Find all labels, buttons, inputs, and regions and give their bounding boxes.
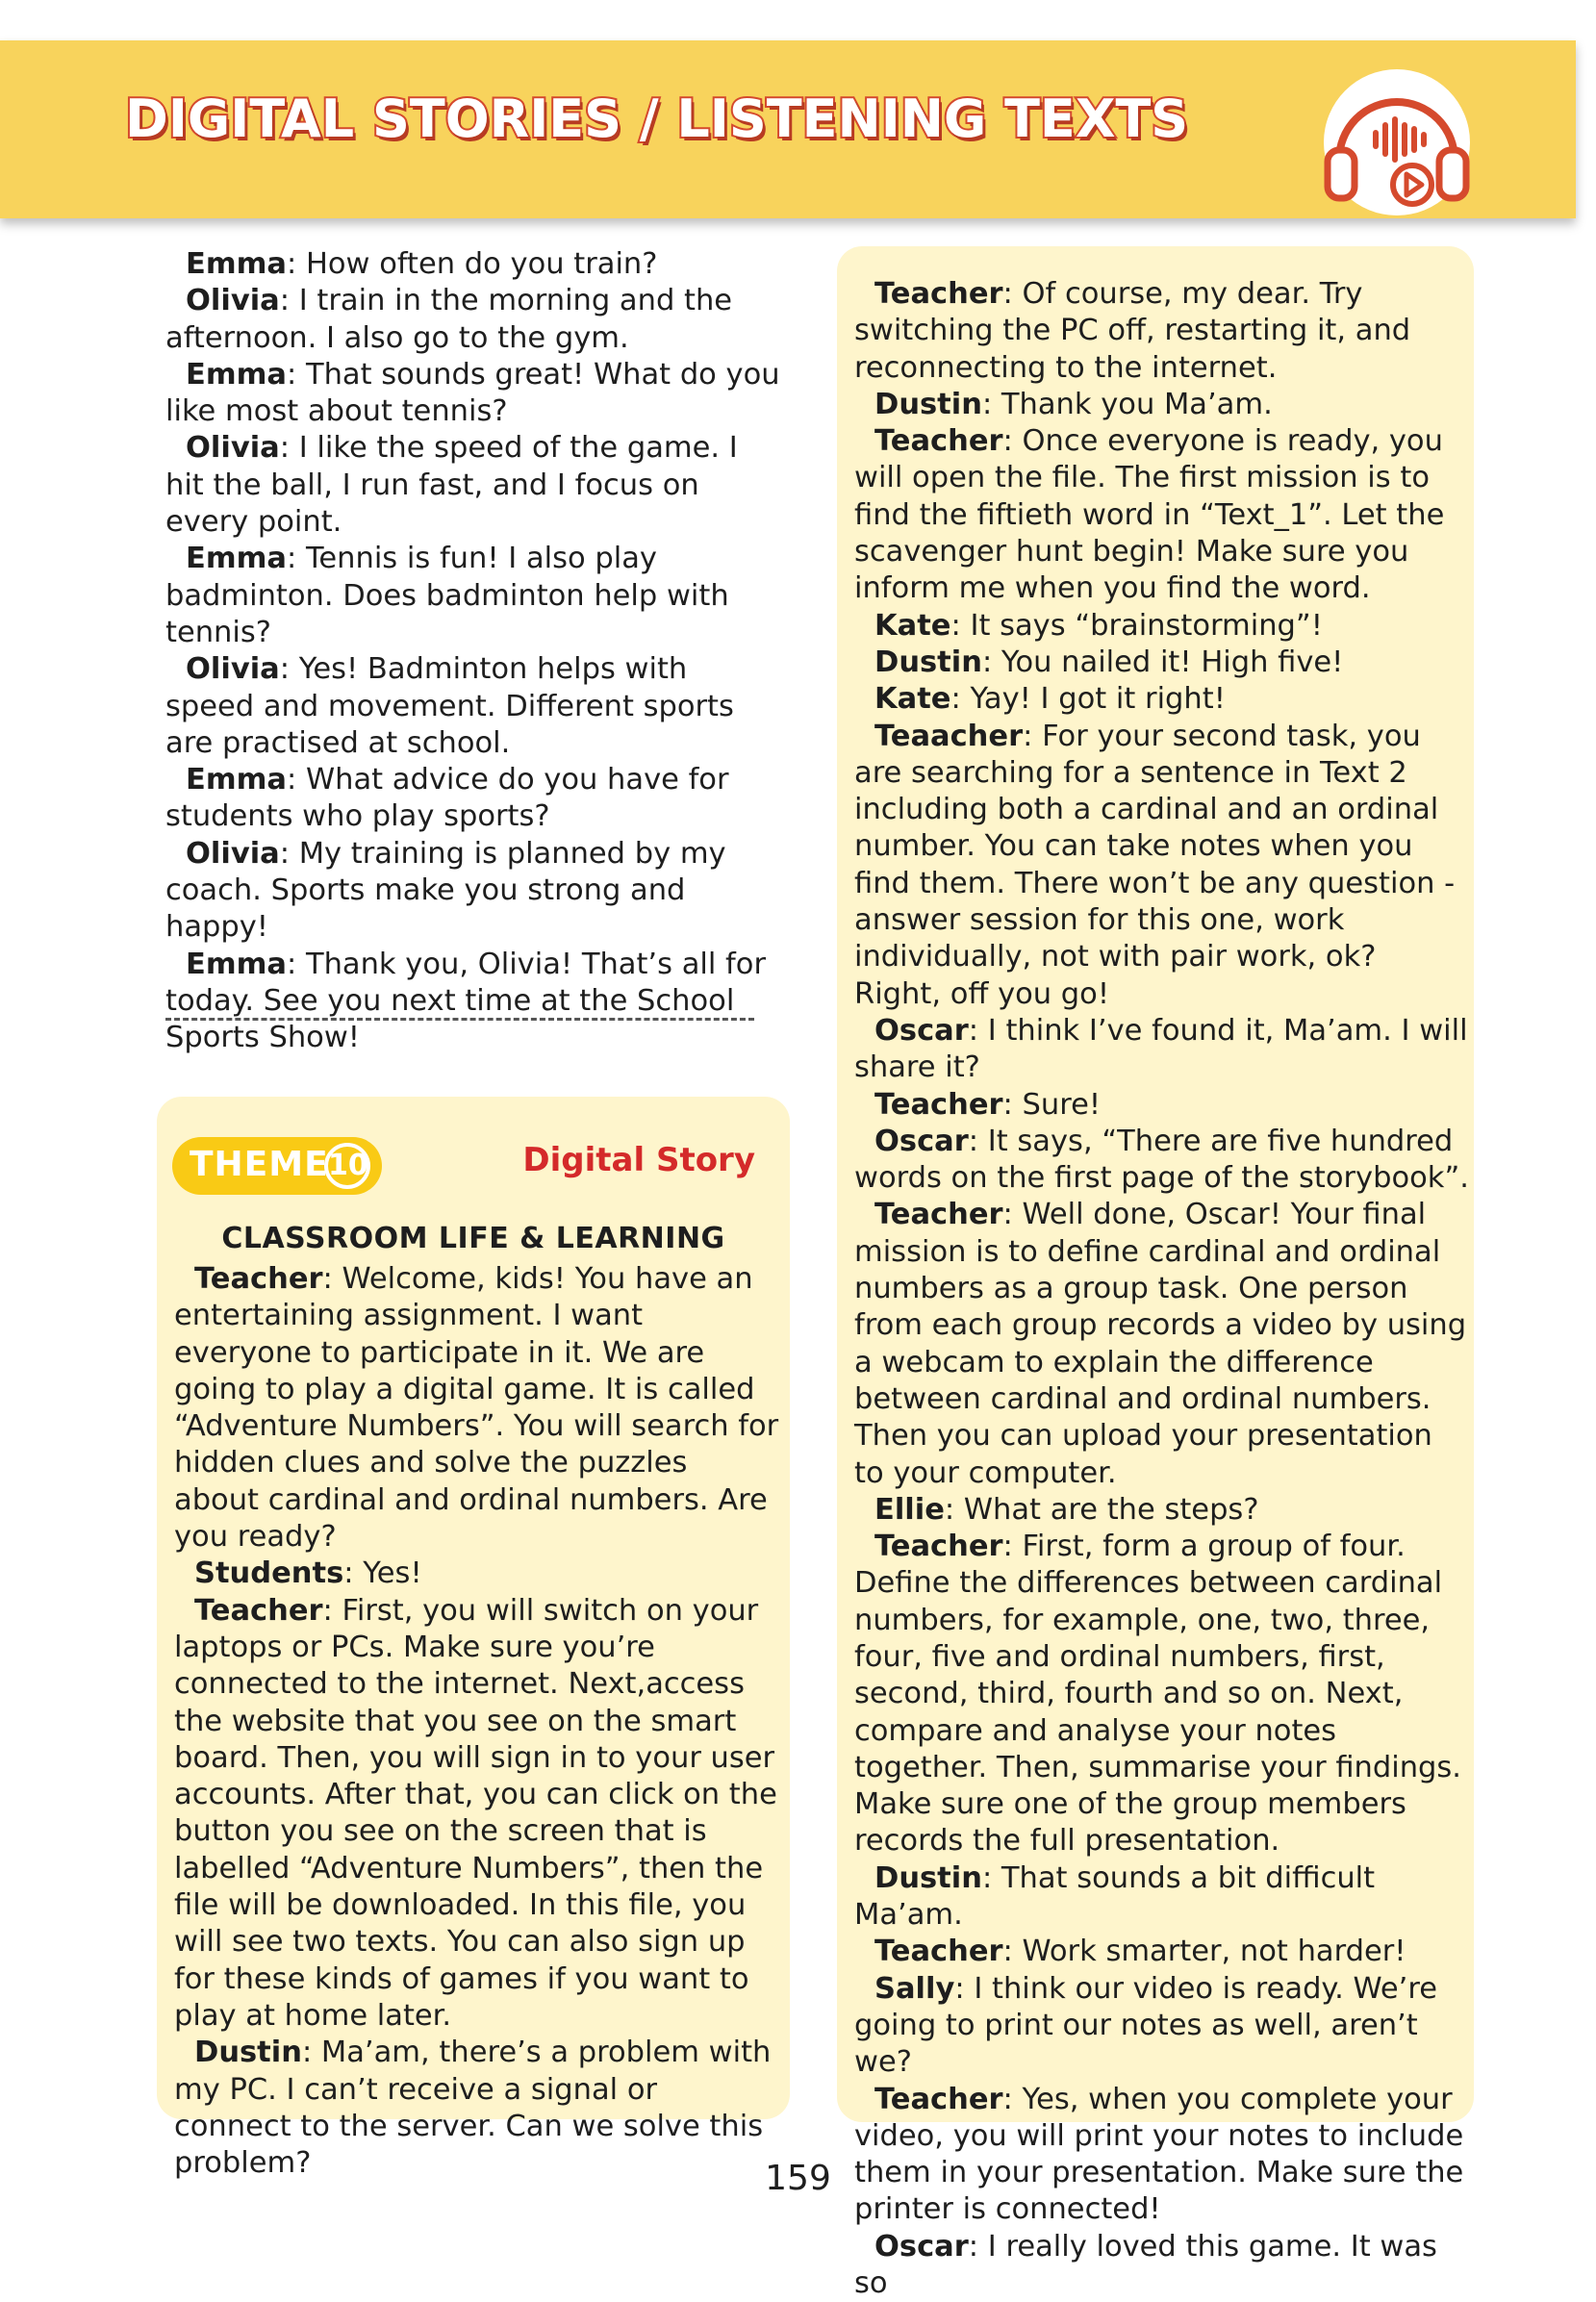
dialogue-line (165, 947, 781, 1057)
speaker-name: Emma (186, 947, 287, 981)
dialogue-text: : I really loved this game. It was so (854, 2229, 1437, 2301)
dialogue-text: : Work smarter, not harder! (1002, 1935, 1406, 1969)
theme-dialogue (174, 1261, 780, 2182)
section-heading: CLASSROOM LIFE & LEARNING (221, 1222, 725, 1255)
dialogue-text: : That sounds a bit difficult Ma’am. (854, 1860, 1376, 1933)
speaker-name: Olivia (186, 836, 280, 871)
speaker-name: Dustin (194, 2036, 302, 2070)
dialogue-text: : Of course, my dear. Try switching the PC off, restarting it, and reconnecting to the internet. (854, 277, 1411, 385)
dialogue-text: : Thank you Ma’am. (981, 387, 1273, 421)
right-dialogue-box (837, 246, 1474, 2301)
speaker-name: Oscar (874, 2229, 969, 2264)
dialogue-text: : Yes! (343, 1556, 422, 1591)
speaker-name: Teacher (874, 1935, 1003, 1969)
left-dialogue (165, 246, 781, 1057)
dialogue-line (165, 430, 781, 541)
dialogue-line (165, 541, 781, 651)
dialogue-line (174, 1593, 780, 2036)
dialogue-text: : What advice do you have for students who play sports? (165, 763, 729, 834)
right-dialogue (854, 276, 1470, 2302)
speaker-name: Students (194, 1556, 344, 1591)
speaker-name: Dustin (874, 387, 982, 421)
dialogue-text: : For your second task, you are searching for a sentence in Text 2 including both a cardinal and an ordinal number. You can take notes when you find them. There won’t be any question - answer session for this one, work individually, not with pair work, ok? Right, off you go! (854, 719, 1456, 1011)
dialogue-line (854, 719, 1470, 1013)
dialogue-text: : Once everyone is ready, you will open the file. The first mission is to find the fiftieth word in “Text_1”. Let the scavenger hunt begin! Make sure you inform me when you find the word. (854, 424, 1445, 606)
dialogue-line (854, 681, 1470, 718)
dialogue-line (854, 1934, 1470, 1970)
dialogue-line (165, 246, 781, 283)
theme-badge-number: 10 (324, 1143, 370, 1189)
speaker-name: Emma (186, 763, 287, 797)
speaker-name: Dustin (874, 645, 982, 679)
dialogue-text: : Well done, Oscar! Your final mission is to define cardinal and ordinal numbers as a group task. One person from each group records a video by using a webcam to explain the difference between cardinal and ordinal numbers. Then you can upload your presentation to your computer. (854, 1198, 1467, 1490)
dialogue-line (854, 387, 1470, 423)
dialogue-text: : Yay! I got it right! (950, 682, 1226, 717)
dialogue-line (854, 423, 1470, 607)
speaker-name: Teacher (874, 277, 1003, 311)
dialogue-text: : You nailed it! High five! (981, 645, 1344, 679)
page-number: 159 (765, 2159, 831, 2198)
page-header-title: DIGITAL STORIES / LISTENING TEXTS (125, 89, 1189, 149)
dialogue-line (165, 762, 781, 836)
dashed-divider (165, 1018, 754, 1021)
dialogue-text: : That sounds great! What do you like most about tennis? (165, 357, 780, 429)
speaker-name: Emma (186, 357, 287, 392)
theme-badge (172, 1137, 382, 1195)
dialogue-text: : Sure! (1002, 1087, 1102, 1122)
speaker-name: Dustin (874, 1860, 982, 1895)
speaker-name: Teacher (874, 424, 1003, 459)
dialogue-text: : I like the speed of the game. I hit the ball, I run fast, and I focus on every point. (165, 431, 738, 540)
dialogue-line (854, 276, 1470, 387)
dialogue-line (854, 1087, 1470, 1124)
dialogue-text: : Yes! Badminton helps with speed and movement. Different sports are practised at school. (165, 652, 734, 760)
dialogue-text: : I train in the morning and the afternoon. I also go to the gym. (165, 284, 733, 355)
dialogue-line (854, 2082, 1470, 2229)
dialogue-line (854, 1492, 1470, 1529)
speaker-name: Teacher (874, 1198, 1003, 1232)
speaker-name: Teacher (874, 1087, 1003, 1122)
speaker-name: Sally (874, 1971, 955, 2006)
dialogue-line (165, 283, 781, 357)
speaker-name: Teaacher (874, 719, 1024, 753)
dialogue-line (854, 1013, 1470, 1087)
dialogue-text: : It says, “There are five hundred words on the first page of the storybook”. (854, 1124, 1469, 1196)
dialogue-line (165, 836, 781, 947)
speaker-name: Teacher (874, 2082, 1003, 2116)
speaker-name: Kate (874, 682, 951, 717)
speaker-name: Teacher (874, 1530, 1003, 1564)
dialogue-line (854, 1860, 1470, 1935)
dialogue-text: : How often do you train? (286, 247, 658, 281)
speaker-name: Olivia (186, 431, 280, 466)
theme-badge-word: THEME (190, 1145, 329, 1184)
dialogue-text: : I think I’ve found it, Ma’am. I will share it? (854, 1013, 1468, 1085)
speaker-name: Olivia (186, 652, 280, 687)
dialogue-text: : First, you will switch on your laptops or PCs. Make sure you’re connected to the internet. Next,access the website that you see on the smart board. Then, you will sign in to your user accounts. After that, you can click on the button you see on the screen that is labelled “Adventure Numbers”, then the file will be downloaded. In this file, you will see two texts. You can also sign up for these kinds of games if you want to play at home later. (174, 1593, 777, 2033)
dialogue-text: : What are the steps? (944, 1492, 1259, 1527)
digital-story-label: Digital Story (522, 1141, 755, 1179)
speaker-name: Emma (186, 247, 287, 281)
dialogue-line (854, 1197, 1470, 1491)
speaker-name: Teacher (194, 1593, 323, 1628)
dialogue-text: : Welcome, kids! You have an entertaining assignment. I want everyone to participate in it. We are going to play a digital game. It is called “Adventure Numbers”. You will search for hidden clues and solve the puzzles about cardinal and ordinal numbers. Are you ready? (174, 1262, 779, 1555)
speaker-name: Kate (874, 608, 951, 643)
dialogue-line (854, 2229, 1470, 2302)
dialogue-text: : Tennis is fun! I also play badminton. Does badminton help with tennis? (165, 542, 729, 649)
speaker-name: Oscar (874, 1124, 969, 1158)
dialogue-text: : Ma’am, there’s a problem with my PC. I can’t receive a signal or connect to the server. Can we solve this problem? (174, 2036, 772, 2181)
speaker-name: Olivia (186, 284, 280, 318)
dialogue-text: : My training is planned by my coach. Sports make you strong and happy! (165, 836, 726, 945)
speaker-name: Emma (186, 542, 287, 576)
dialogue-line (854, 1529, 1470, 1860)
dialogue-text: : Thank you, Olivia! That’s all for today. See you next time at the School Sports Show! (165, 947, 766, 1055)
dialogue-line (165, 651, 781, 762)
dialogue-line (174, 1556, 780, 1592)
theme-story-box (157, 1097, 790, 2181)
dialogue-text: : First, form a group of four. Define the differences between cardinal numbers, for example, one, two, three, four, five and ordinal numbers, first, second, third, fourth and so on. Next, compare and analyse your notes together. Then, summarise your findings. Make sure one of the group members records the full presentation. (854, 1530, 1461, 1859)
speaker-name: Teacher (194, 1262, 323, 1296)
dialogue-line (854, 1971, 1470, 2082)
dialogue-line (854, 645, 1470, 681)
dialogue-text: : It says “brainstorming”! (950, 608, 1323, 643)
dialogue-line (854, 608, 1470, 645)
speaker-name: Ellie (874, 1492, 945, 1527)
headphones-play-icon (1318, 65, 1482, 219)
dialogue-text: : Yes, when you complete your video, you will print your notes to include them in your presentation. Make sure the printer is connected! (854, 2082, 1464, 2227)
dialogue-line (165, 357, 781, 431)
dialogue-text: : I think our video is ready. We’re going to print our notes as well, aren’t we? (854, 1971, 1437, 2080)
dialogue-line (854, 1124, 1470, 1198)
dialogue-line (174, 1261, 780, 1556)
speaker-name: Oscar (874, 1013, 969, 1048)
